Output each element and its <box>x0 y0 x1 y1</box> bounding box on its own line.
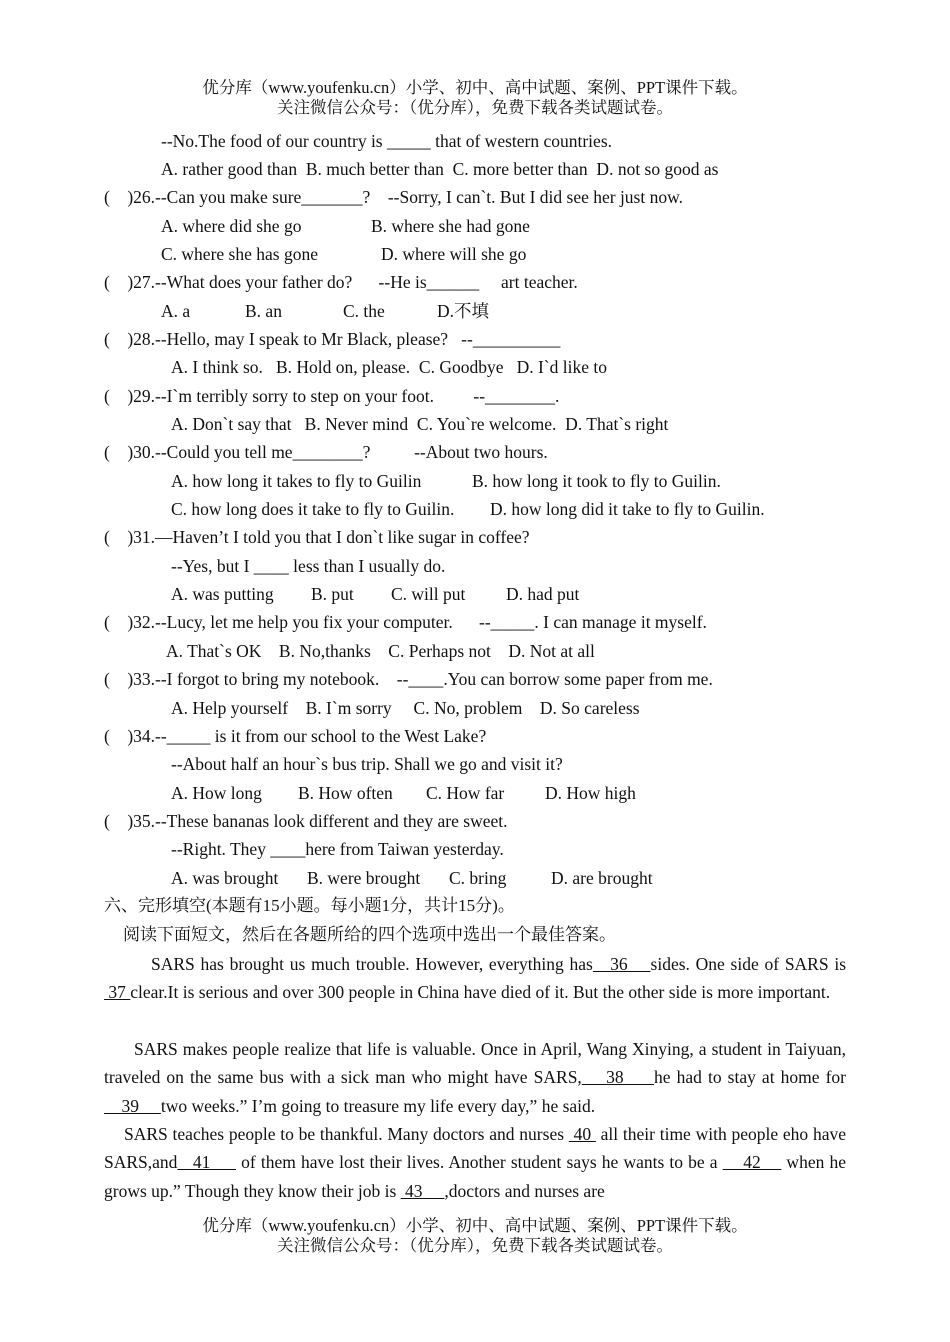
header-line-2: 关注微信公众号：（优分库），免费下载各类试题试卷。 <box>277 98 673 117</box>
blank-40: 40 <box>568 1124 596 1144</box>
q31-stem: ( )31.—Haven’t I told you that I don`t like sugar in coffee? <box>104 527 530 547</box>
blank-37: 37 <box>104 982 131 1003</box>
q31-option-a: A. was putting <box>171 584 274 604</box>
page-header <box>0 78 950 118</box>
passage-paragraph-2: SARS makes people realize that life is valuable. Once in April, Wang Xinying, a student in Taiyuan, traveled on the same bus with a sick man who might have SARS, 38 he had to stay at home for 39 two weeks.” I’m going to treasure my life every day,” he said. <box>104 1039 847 1116</box>
passage-paragraph-3: SARS teaches people to be thankful. Many doctors and nurses 40 all their time with people eho have SARS,and 41 of them have lost their lives. Another student says he wants to be a 42 when he grows up.” Though they know their job is 43 ,doctors and nurses are <box>104 1124 846 1201</box>
q27-stem: ( )27.--What does your father do? --He is______ art teacher. <box>104 272 578 292</box>
footer-line-1: 优分库（www.youfenku.cn）小学、初中、高中试题、案例、PPT课件下载。 <box>202 1216 748 1235</box>
q27-option-d: D.不填 <box>437 301 490 321</box>
q35-reply: --Right. They ____here from Taiwan yesterday. <box>171 839 504 859</box>
page-footer <box>0 1216 950 1256</box>
q32-options: A. That`s OK B. No,thanks C. Perhaps not D. Not at all <box>166 641 595 661</box>
q28-stem: ( )28.--Hello, may I speak to Mr Black, please? --__________ <box>104 329 561 349</box>
q27-option-b: B. an <box>245 301 282 321</box>
q31-option-c: C. will put <box>391 584 466 604</box>
q32-stem: ( )32.--Lucy, let me help you fix your computer. --_____. I can manage it myself. <box>104 612 707 632</box>
q30-stem: ( )30.--Could you tell me________? --About two hours. <box>104 442 548 462</box>
q27-option-a: A. a <box>161 301 191 321</box>
q31-option-b: B. put <box>311 584 354 604</box>
q31-reply: --Yes, but I ____ less than I usually do. <box>171 556 446 576</box>
q34-option-a: A. How long <box>171 783 262 803</box>
q30-option-b: B. how long it took to fly to Guilin. <box>472 471 721 491</box>
q34-option-b: B. How often <box>298 783 393 803</box>
header-line-1: 优分库（www.youfenku.cn）小学、初中、高中试题、案例、PPT课件下载。 <box>202 78 748 97</box>
q34-option-d: D. How high <box>545 783 636 803</box>
q30-option-c: C. how long does it take to fly to Guilin. <box>171 499 455 519</box>
blank-41: 41 <box>177 1152 236 1173</box>
q35-option-d: D. are brought <box>551 868 653 888</box>
q30-option-d: D. how long did it take to fly to Guilin. <box>490 499 765 519</box>
blank-36: 36 <box>592 954 651 974</box>
footer-line-2: 关注微信公众号：（优分库），免费下载各类试题试卷。 <box>277 1236 673 1255</box>
q26-option-a: A. where did she go <box>161 216 302 236</box>
q31-option-d: D. had put <box>506 584 580 604</box>
q26-option-b: B. where she had gone <box>371 216 530 236</box>
section-6-title: 六、完形填空(本题有15小题。每小题1分，共计15分)。 <box>104 896 515 915</box>
passage-paragraph-1: SARS has brought us much trouble. However, everything has 36 sides. One side of SARS is 37 clear.It is serious and over 300 people in China have died of it. But the other side is more important. <box>104 954 847 1003</box>
q29-options: A. Don`t say that B. Never mind C. You`re welcome. D. That`s right <box>171 414 669 434</box>
q27-option-c: C. the <box>343 301 385 321</box>
q34-reply: --About half an hour`s bus trip. Shall we go and visit it? <box>171 754 563 774</box>
blank-39: 39 <box>104 1095 161 1116</box>
q35-stem: ( )35.--These bananas look different and they are sweet. <box>104 811 508 831</box>
q30-option-a: A. how long it takes to fly to Guilin <box>171 471 422 491</box>
q33-options: A. Help yourself B. I`m sorry C. No, problem D. So careless <box>171 698 640 718</box>
q26-option-d: D. where will she go <box>381 244 527 264</box>
q34-option-c: C. How far <box>426 783 505 803</box>
section-6-instruction: 阅读下面短文，然后在各题所给的四个选项中选出一个最佳答案。 <box>123 925 616 944</box>
q34-stem: ( )34.--_____ is it from our school to the West Lake? <box>104 726 487 746</box>
q29-stem: ( )29.--I`m terribly sorry to step on your foot. --________. <box>104 386 560 406</box>
q35-option-a: A. was brought <box>171 868 279 888</box>
q26-option-c: C. where she has gone <box>161 244 318 264</box>
q35-option-c: C. bring <box>449 868 507 888</box>
q26-stem: ( )26.--Can you make sure_______? --Sorry, I can`t. But I did see her just now. <box>104 187 683 207</box>
blank-38: 38 <box>581 1067 655 1088</box>
q25-reply: --No.The food of our country is _____ that of western countries. <box>161 131 613 151</box>
q28-options: A. I think so. B. Hold on, please. C. Goodbye D. I`d like to <box>171 357 607 377</box>
blank-42: 42 <box>722 1152 782 1173</box>
blank-43: 43 <box>400 1180 445 1201</box>
q33-stem: ( )33.--I forgot to bring my notebook. --____.You can borrow some paper from me. <box>104 669 713 689</box>
q25-options: A. rather good than B. much better than C. more better than D. not so good as <box>161 159 719 179</box>
q35-option-b: B. were brought <box>307 868 421 888</box>
